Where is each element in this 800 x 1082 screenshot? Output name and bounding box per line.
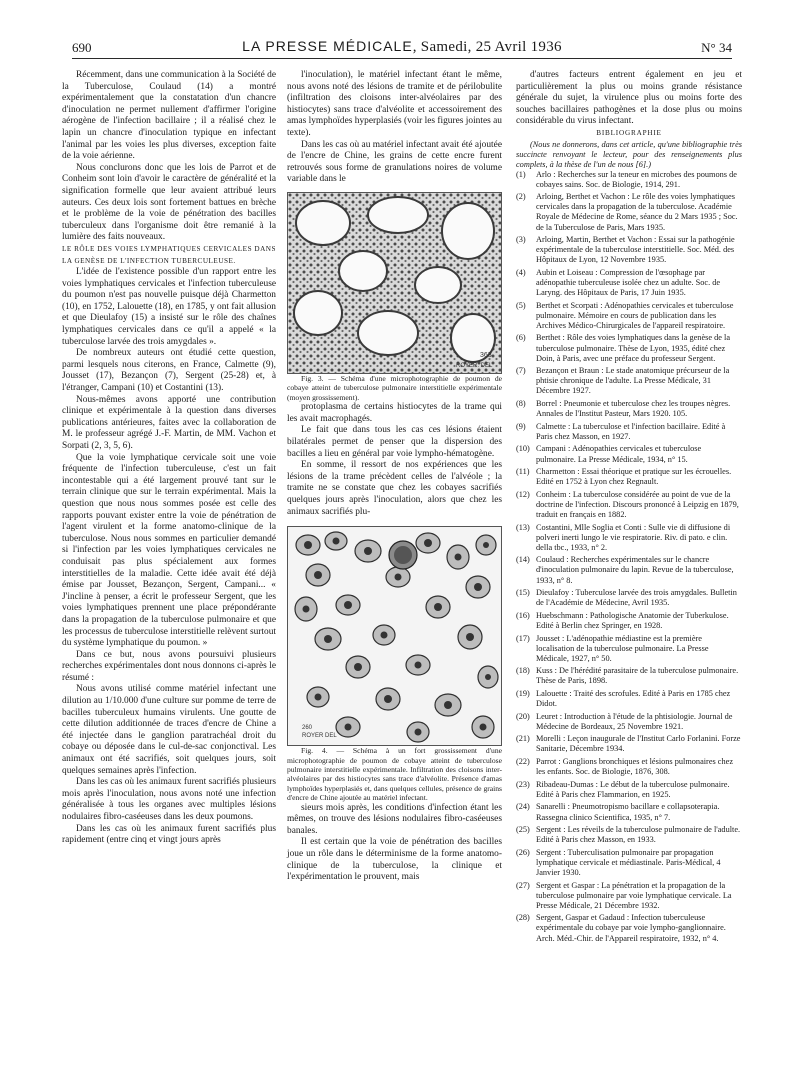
- paragraph: Il est certain que la voie de pénétration des bacilles joue un rôle dans le déterminisme de la forme anatomo-clinique de la tuberculose, la clinique et l'expérimentation le prouvent, mais: [287, 837, 502, 883]
- reference-number: (8): [516, 399, 526, 409]
- reference-item: [516, 712, 742, 732]
- reference-item: [516, 780, 742, 800]
- reference-text: Arloing, Berthet et Vachon : Le rôle des voies lymphatiques cervicales dans la propagation de la tuberculose. Académie Royale de Médecine de Rome, séance du 2 Mars 1935 ; Soc. de la Tuberculose de Paris, Mars 1935.: [536, 192, 738, 232]
- reference-item: [516, 490, 742, 520]
- figure-3-number: 363: [480, 351, 492, 359]
- reference-text: Aubin et Loiseau : Compression de l'œsophage par adénopathie tuberculeuse isolée chez un adulte. Soc. de Laryng. des Hôpitaux de Paris, 17 Juin 1935.: [536, 267, 721, 298]
- reference-item: [516, 235, 742, 265]
- reference-number: (16): [516, 610, 530, 620]
- paragraph: protoplasma de certains histiocytes de la trame qui les avait macrophagés.: [287, 402, 502, 424]
- paragraph: Dans les cas où au matériel infectant avait été ajoutée de l'encre de Chine, les grains de cette encre furent retrouvés sous forme de granulations noires de volume variable dans le: [287, 139, 502, 185]
- paragraph: Dans les cas où les animaux furent sacrifiés plusieurs mois après l'inoculation, nous avons noté une infection généralisée à tous les organes avec multiples lésions nodulaires fibro-caséeuses dans les deux poumons.: [62, 777, 276, 822]
- reference-text: Dieulafoy : Tuberculose larvée des trois amygdales. Bulletin de l'Académie de Médecine, Avril 1935.: [536, 588, 737, 608]
- reference-number: (24): [516, 802, 530, 812]
- paragraph: sieurs mois après, les conditions d'infection étant les mêmes, on trouve des lésions nodulaires fibro-caséeuses banales.: [287, 802, 502, 836]
- reference-item: [516, 757, 742, 777]
- reference-item: [516, 192, 742, 232]
- reference-list: [516, 170, 742, 944]
- paragraph: d'autres facteurs entrent également en jeu et particulièrement la plus ou moins grande résistance générale du sujet, la virulence plus ou moins forte des souches bacillaires pathogènes et la dose plus ou moins considérable du virus infectant.: [516, 70, 742, 127]
- reference-text: Charmetton : Essai théorique et pratique sur les écrouelles. Edité en 1752 à Lyon chez Regnault.: [536, 467, 732, 487]
- paragraph: Nous-mêmes avons apporté une contribution clinique et expérimentale à la question dans diverses publications antérieures, faites avec la collaboration de M. le professeur agrégé J.-F. Martin, de MM. Vachon et Sorpati (2, 3, 5, 6).: [62, 394, 276, 451]
- micrograph-illustration: [288, 193, 501, 373]
- reference-item: [516, 523, 742, 553]
- reference-text: Leuret : Introduction à l'étude de la phtisiologie. Journal de Médecine de Bordeaux, 25 Novembre 1921.: [536, 711, 733, 731]
- reference-text: Ribadeau-Dumas : Le début de la tuberculose pulmonaire. Edité à Paris chez Flammarion, en 1925.: [536, 779, 730, 799]
- reference-item: [516, 333, 742, 363]
- reference-item: [516, 301, 742, 331]
- reference-item: [516, 848, 742, 878]
- page-number: 690: [72, 40, 92, 55]
- micrograph-illustration: [288, 527, 501, 745]
- reference-item: [516, 825, 742, 845]
- reference-number: (13): [516, 522, 530, 532]
- paragraph: Dans ce but, nous avons poursuivi plusieurs recherches expérimentales dont nous donnons ci-après le résumé :: [62, 649, 276, 683]
- reference-text: Parrot : Ganglions bronchiques et lésions pulmonaires chez les enfants. Soc. de Biologie, 1876, 308.: [536, 757, 734, 777]
- reference-item: [516, 422, 742, 442]
- column-right: [516, 70, 742, 946]
- reference-number: (6): [516, 333, 526, 343]
- reference-number: (19): [516, 688, 530, 698]
- paragraph: L'idée de l'existence possible d'un rapport entre les voies lymphatiques cervicales et l'infection tuberculeuse du poumon n'est pas nouvelle puisque déjà Charmetton (10), en 1752, Lalouette (18), en 1785, y ont fait allusion et que Dieulafoy (15) a insisté sur le rôle des chaînes lymphatiques cervicales dans ce qu'il a appelé « la tuberculose larvée des trois amygdales ».: [62, 267, 276, 347]
- reference-text: Borrel : Pneumonie et tuberculose chez les troupes nègres. Annales de l'Institut Pasteur, Mars 1920. 105.: [536, 399, 731, 419]
- reference-text: Costantini, Mlle Soglia et Conti : Sulle vie di diffusione di polveri inerti lungo le vie respiratorie. Riv. di pato. e clin. della tbc., 1933, n° 2.: [536, 522, 731, 552]
- figure-4-signature: ROYER DEL: [302, 733, 337, 740]
- reference-number: (7): [516, 366, 526, 376]
- reference-item: [516, 689, 742, 709]
- section-heading: LE RÔLE DES VOIES LYMPHATIQUES CERVICALES DANS LA GENÈSE DE L'INFECTION TUBERCULEUSE.: [62, 244, 276, 265]
- running-header: [72, 28, 732, 59]
- paragraph: l'inoculation), le matériel infectant étant le même, nous avons noté des lésions de tramite et de périlobulite (infiltration des cloisons inter-alvéolaires par des histiocytes) sans trace d'alvéolite et accessoirement des amas lymphoïdes hyperplasiés (voir les figures jointes au texte).: [287, 70, 502, 138]
- reference-text: Arlo : Recherches sur la teneur en microbes des poumons de cobayes sains. Soc. de Biologie, 1914, 291.: [536, 169, 737, 189]
- reference-number: (21): [516, 734, 530, 744]
- reference-text: Sergent, Gaspar et Gadaud : Infection tuberculeuse expérimentale du cobaye par voie lympho-ganglionnaire. Arch. Méd.-Chir. de l'Appareil respiratoire, 1932, n° 4.: [536, 913, 726, 943]
- figure-3-signature: ROYER. DEL: [456, 362, 493, 369]
- reference-number: (18): [516, 666, 530, 676]
- reference-text: Sanarelli : Pneumotropismo bacillare e collapsoterapia. Rassegna clinico Scientifica, 1935, n° 7.: [536, 802, 720, 822]
- column-middle: [287, 70, 502, 884]
- reference-text: Sergent : Tuberculisation pulmonaire par propagation lymphatique cervicale et médiastinale. Paris-Médical, 4 Janvier 1930.: [536, 847, 721, 877]
- issue-number: N° 34: [701, 40, 732, 55]
- reference-number: (25): [516, 825, 530, 835]
- figure-4-image: [287, 526, 502, 746]
- paragraph: Le fait que dans tous les cas ces lésions étaient bilatérales permet de penser que la dispersion des bacilles a lieu en général par voie lympho-hématogène.: [287, 425, 502, 459]
- reference-number: (12): [516, 489, 530, 499]
- reference-text: Berthet : Rôle des voies lymphatiques dans la genèse de la tuberculose pulmonaire. Thèse de Lyon, 1935, édité chez Doin, à Paris, avec une préface du professeur Sergent.: [536, 333, 731, 363]
- reference-number: (2): [516, 192, 526, 202]
- figure-4-caption: Fig. 4. — Schéma à un fort grossissement d'une microphotographie de poumon de cobaye atteint de tuberculose pulmonaire interstitielle expérimentale. Infiltration des cloisons inter-alvéolaires par des histiocytes sans trace d'alvéolite. Présence d'amas lymphoïdes hyperplasiés et, dans quelques cellules, présence de grains d'encre de Chine ajoutée au matériel infectant.: [287, 746, 502, 803]
- reference-text: Morelli : Leçon inaugurale de l'Institut Carlo Forlanini. Forze Sanitarie, Décembre 1934.: [536, 734, 741, 754]
- figure-4-number: 260: [302, 725, 313, 732]
- reference-text: Campani : Adénopathies cervicales et tuberculose pulmonaire. La Presse Médicale, 1934, n° 15.: [536, 444, 702, 464]
- bibliography-heading: BIBLIOGRAPHIE: [596, 128, 662, 137]
- reference-text: Jousset : L'adénopathie médiastine est la première localisation de la tuberculose pulmonaire. La Presse Médicale, 1927, n° 50.: [536, 633, 709, 663]
- reference-number: (14): [516, 555, 530, 565]
- reference-item: [516, 802, 742, 822]
- paragraph: Que la voie lymphatique cervicale soit une voie fréquente de l'infection tuberculeuse, c'est un fait incontestable qui a été largement prouvé tant sur le terrain clinique que sur le terrain expérimental. Mais la question que nous nous sommes posée est celle des rapports pouvant exister entre la voie de pénétration de l'agent virulent et la forme anatomo-clinique de la tuberculose. Nous nous sommes en particulier demandé si l'infection par les voies lymphatiques cervicales ne conduisait pas plus spécialement aux formes interstitielles de la maladie. Cette idée avait été déjà émise par Jousset, Bezançon, Sergent, Campani... « J'incline à penser, a écrit le professeur Sergent, que les voies lymphatiques prennent une place prépondérante dans la propagation de la tuberculose pulmonaire et que les processus de tuberculose interstitielle relèvent surtout du système lymphatique du poumon. »: [62, 452, 276, 649]
- reference-text: Calmette : La tuberculose et l'infection bacillaire. Edité à Paris chez Masson, en 1927.: [536, 421, 726, 441]
- paragraph: Récemment, dans une communication à la Société de la Tuberculose, Coulaud (14) a montré expérimentalement que la constatation d'un chancre d'inoculation ne permet nullement d'affirmer l'origine aérogène de l'infection bacillaire ; il a réalisé chez le lapin un chancre d'inoculation typique en infectant l'animal par les voies les plus diverses, exception faite de la voie aérienne.: [62, 70, 276, 162]
- reference-text: Bezançon et Braun : Le stade anatomique précurseur de la phtisie chronique de l'adulte. La Presse Médicale, 31 Décembre 1927.: [536, 366, 730, 396]
- issue-date: Samedi, 25 Avril 1936: [420, 39, 562, 55]
- reference-number: (1): [516, 169, 526, 179]
- paragraph: Dans les cas où les animaux furent sacrifiés plus rapidement (entre cinq et vingt jours après: [62, 823, 276, 846]
- paragraph: Nous conclurons donc que les lois de Parrot et de Conheim sont loin d'avoir le caractère de généralité et la signification formelle que leur avaient attribué leurs auteurs. Ces deux lois sont fortement battues en brèche et le problème de la voie de pénétration des bacilles tuberculeux dans l'organisme doit être remanié à la lumière des faits nouveaux.: [62, 162, 276, 243]
- reference-item: [516, 444, 742, 464]
- reference-number: (20): [516, 711, 530, 721]
- paragraph: Nous avons utilisé comme matériel infectant une dilution au 1/10.000 d'une culture sur pomme de terre de bacilles tuberculeux humains virulents. Une goutte de cette dilution additionnée de traces d'encre de Chine a été injectée dans le ganglion paratrachéal droit du cobaye ou déposée dans le cul-de-sac conjonctival. Les animaux ont été sacrifiés, soit quelques jours, soit quelques semaines après l'infection.: [62, 684, 276, 776]
- reference-number: (23): [516, 779, 530, 789]
- reference-item: [516, 734, 742, 754]
- bibliography-note: (Nous ne donnerons, dans cet article, qu'une bibliographie très succincte renvoyant le lecteur, pour des renseignements plus complets, à la thèse de l'un de nous [6].): [516, 139, 742, 169]
- column-left: [62, 70, 276, 847]
- reference-item: [516, 666, 742, 686]
- reference-item: [516, 588, 742, 608]
- reference-number: (3): [516, 235, 526, 245]
- reference-item: [516, 268, 742, 298]
- reference-item: [516, 913, 742, 943]
- header-title: LA PRESSE MÉDICALE, Samedi, 25 Avril 1936: [242, 38, 562, 55]
- reference-number: (27): [516, 880, 530, 890]
- reference-number: (11): [516, 467, 530, 477]
- reference-item: [516, 881, 742, 911]
- reference-text: Sergent : Les réveils de la tuberculose pulmonaire de l'adulte. Edité à Paris chez Masson, en 1933.: [536, 825, 741, 845]
- reference-text: Berthet et Scorpati : Adénopathies cervicales et tuberculose pulmonaire. Mémoire en cours de publication dans les Archives Médico-Chirurgicales de l'appareil respiratoire.: [536, 300, 734, 330]
- reference-text: Huebschmann : Pathologische Anatomie der Tuberkulose. Edité à Berlin chez Springer, en 1928.: [536, 610, 729, 630]
- reference-number: (5): [516, 300, 526, 310]
- reference-number: (10): [516, 444, 530, 454]
- reference-number: (26): [516, 847, 530, 857]
- reference-text: Kuss : De l'hérédité parasitaire de la tuberculose pulmonaire. Thèse de Paris, 1898.: [536, 666, 739, 686]
- reference-item: [516, 399, 742, 419]
- reference-number: (15): [516, 588, 530, 598]
- paragraph: En somme, il ressort de nos expériences que les lésions de la trame précèdent celles de l'alvéole ; la tramite ne se constate que chez les cobayes sacrifiés quelques jours après l'inoculation, alors que chez les animaux sacrifiés plu-: [287, 460, 502, 517]
- reference-text: Sergent et Gaspar : La pénétration et la propagation de la tuberculose pulmonaire par voie lymphatique cervicale. La Presse Médicale, 21 Décembre 1932.: [536, 880, 732, 910]
- reference-item: [516, 467, 742, 487]
- reference-text: Conheim : La tuberculose considérée au point de vue de la doctrine de l'infection. Discours prononcé à Leipzig en 1879, traduit en français en 1882.: [536, 489, 739, 519]
- reference-item: [516, 170, 742, 190]
- reference-text: Coulaud : Recherches expérimentales sur le chancre d'inoculation pulmonaire du lapin. Revue de la tuberculose, 1933, n° 8.: [536, 555, 734, 585]
- reference-item: [516, 611, 742, 631]
- paragraph: De nombreux auteurs ont étudié cette question, parmi lesquels nous citerons, en France, Calmette (9), Jousset (17), Bezançon (7), Sergent (25-28) et, à l'étranger, Campani (10) et Costantini (13).: [62, 348, 276, 394]
- reference-number: (17): [516, 633, 530, 643]
- reference-text: Lalouette : Traité des scrofules. Edité à Paris en 1785 chez Didot.: [536, 688, 731, 709]
- reference-number: (4): [516, 267, 526, 277]
- reference-item: [516, 366, 742, 396]
- reference-text: Arloing, Martin, Berthet et Vachon : Essai sur la pathogénie expérimentale de la tuberculose interstitielle. Soc. Méd. des Hôpitaux de Lyon, 12 Novembre 1935.: [536, 235, 735, 265]
- reference-number: (28): [516, 913, 530, 923]
- reference-number: (9): [516, 421, 526, 431]
- reference-item: [516, 555, 742, 585]
- figure-3-caption: Fig. 3. — Schéma d'une microphotographie de poumon de cobaye atteint de tuberculose pulmonaire interstitielle expérimentale (moyen grossissement).: [287, 373, 502, 402]
- reference-number: (22): [516, 757, 530, 767]
- reference-item: [516, 634, 742, 664]
- journal-name: LA PRESSE MÉDICALE: [242, 38, 413, 54]
- figure-3-image: [287, 192, 502, 374]
